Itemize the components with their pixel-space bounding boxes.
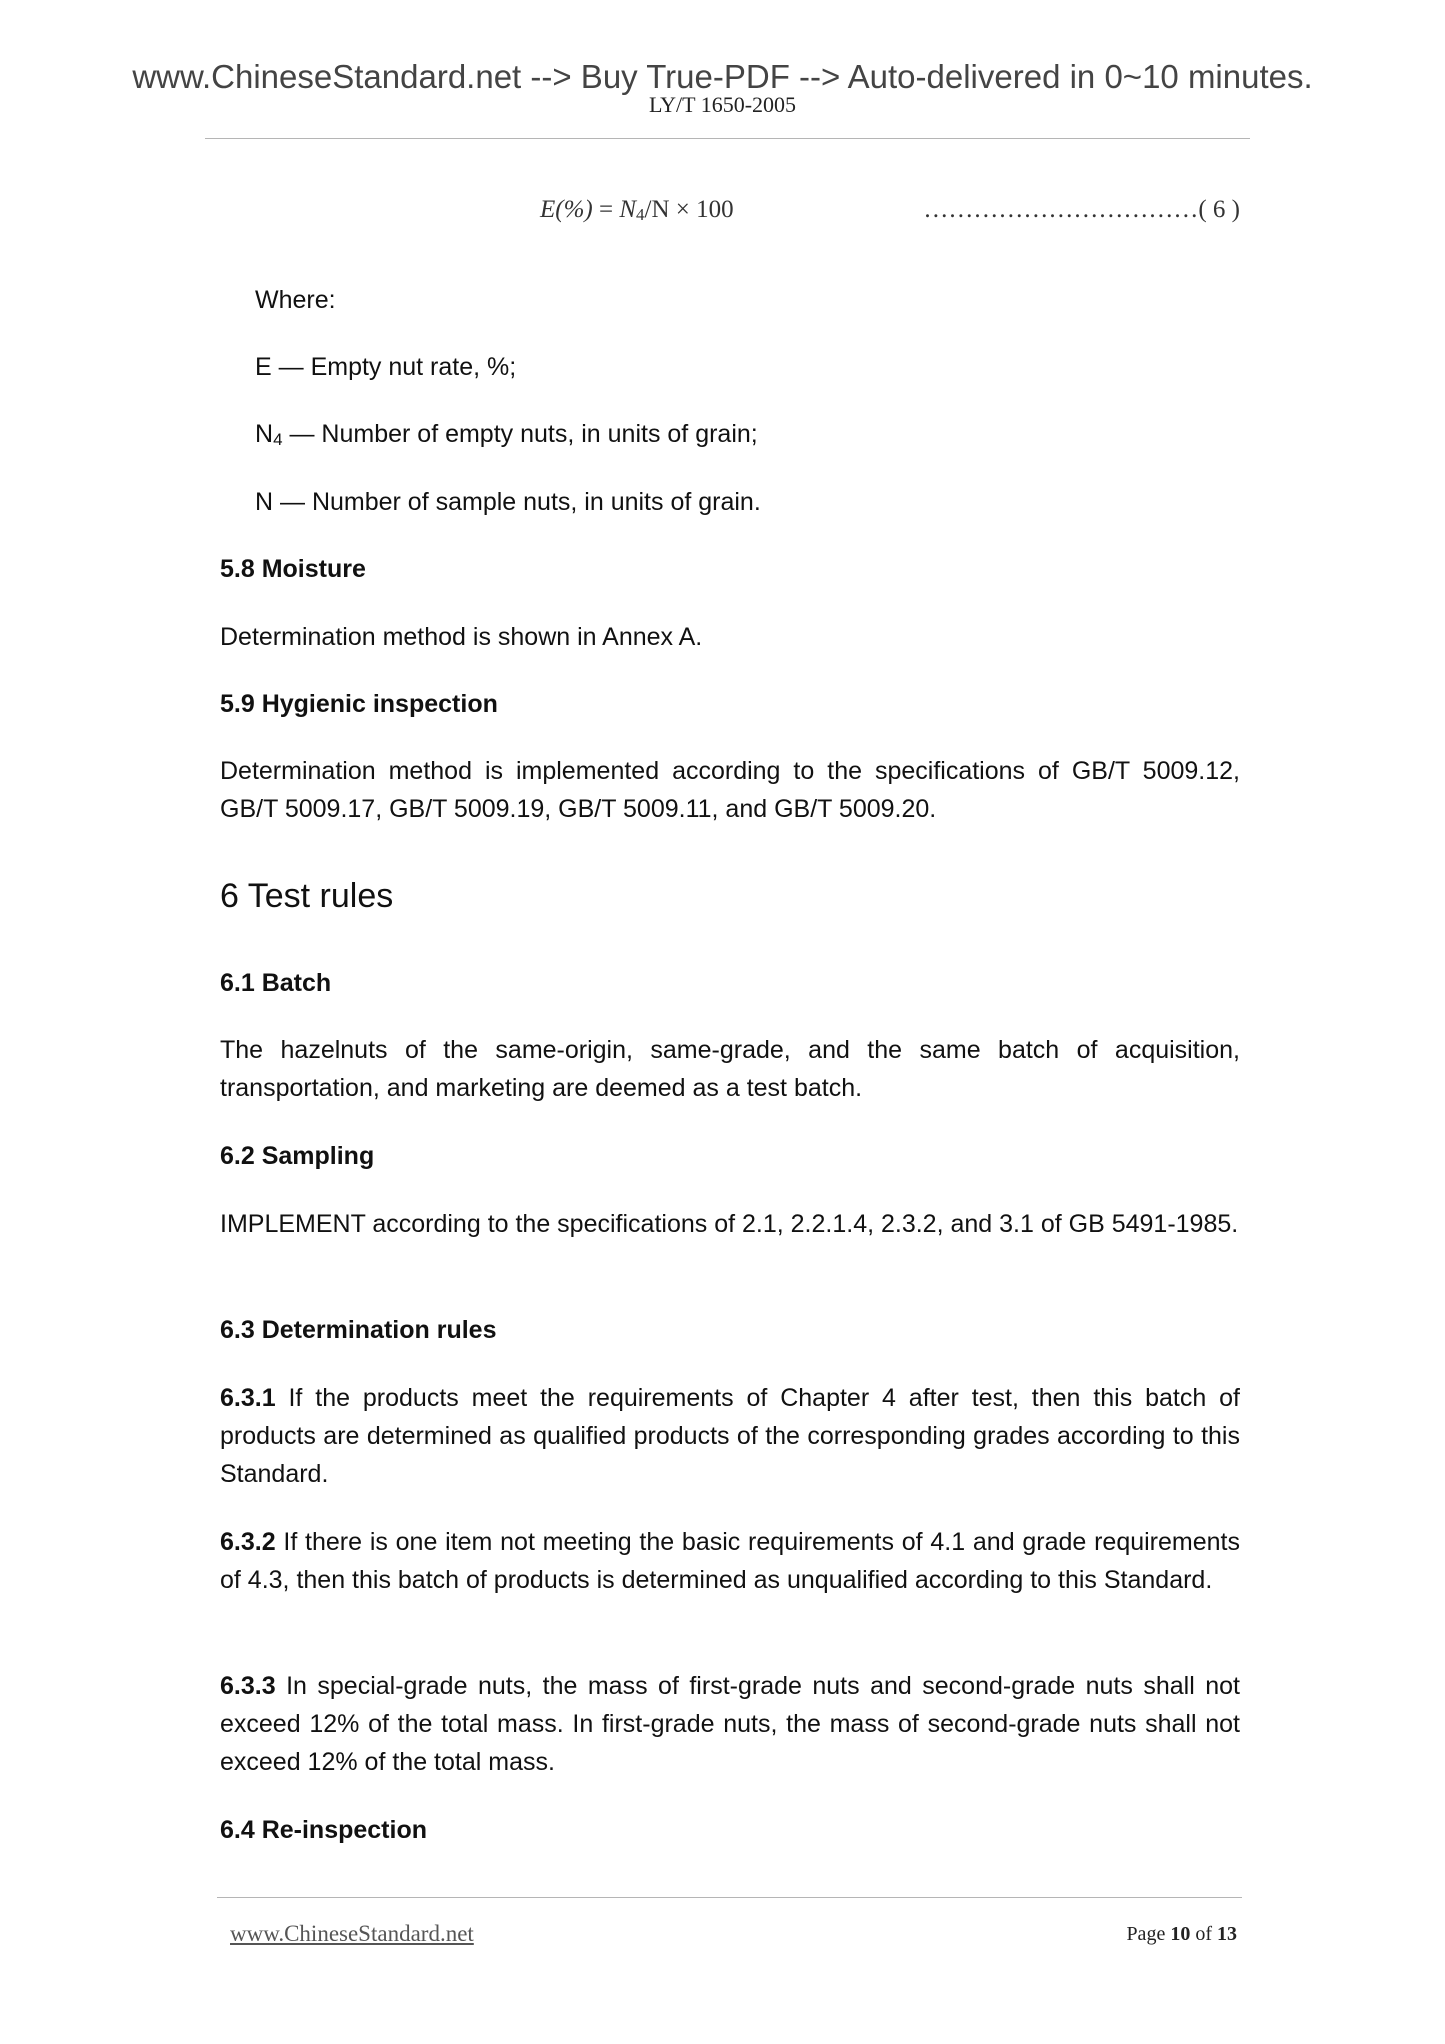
clause-6-3-3-text: In special-grade nuts, the mass of first-grade nuts and second-grade nuts shall not exceed 12% of the total mass. In first-grade nuts, the mass of second-grade nuts shall not exceed 12% of the total mass. <box>220 1672 1240 1776</box>
formula-lhs: E(%) <box>540 196 593 223</box>
footer-page-of: of <box>1195 1923 1212 1945</box>
section-5-9-text: Determination method is implemented according to the specifications of GB/T 5009.12, GB/T 5009.17, GB/T 5009.19, GB/T 5009.11, and GB/T 5009.20. <box>220 757 1240 823</box>
clause-6-3-1 <box>220 1379 1240 1493</box>
where-n4-var: N <box>255 420 274 448</box>
clause-6-3-1-number: 6.3.1 <box>220 1384 276 1412</box>
where-label: Where: <box>255 286 336 314</box>
clause-6-3-2 <box>220 1523 1240 1599</box>
formula-dots: …………………………… <box>923 196 1199 223</box>
formula-rest: /N × 100 <box>644 196 734 223</box>
where-e-definition: E — Empty nut rate, %; <box>255 353 517 381</box>
formula-6 <box>540 196 734 225</box>
section-6-3-heading: 6.3 Determination rules <box>220 1316 497 1344</box>
formula-n-var: N <box>619 196 637 223</box>
footer-page-current: 10 <box>1170 1923 1191 1945</box>
section-6-1-heading: 6.1 Batch <box>220 969 332 997</box>
footer-page-number <box>900 1923 1237 1946</box>
where-n4-sub: 4 <box>273 430 283 449</box>
section-6-2-heading: 6.2 Sampling <box>220 1142 375 1170</box>
where-n4-text: — Number of empty nuts, in units of grain; <box>282 420 758 448</box>
section-6-4-heading: 6.4 Re-inspection <box>220 1816 427 1844</box>
section-5-9-heading: 5.9 Hygienic inspection <box>220 690 498 718</box>
header-banner: www.ChineseStandard.net --> Buy True-PDF --> Auto-delivered in 0~10 minutes. <box>132 58 1313 95</box>
formula-equals: = <box>599 196 614 223</box>
footer-website-link[interactable]: www.ChineseStandard.net <box>230 1921 474 1946</box>
standard-code: LY/T 1650-2005 <box>648 92 797 117</box>
formula-number <box>920 196 1240 224</box>
section-5-8-heading: 5.8 Moisture <box>220 555 366 583</box>
section-5-8-text: Determination method is shown in Annex A. <box>220 623 703 651</box>
section-6-1-text: The hazelnuts of the same-origin, same-grade, and the same batch of acquisition, transportation, and marketing are deemed as a test batch. <box>220 1036 1240 1102</box>
footer-divider <box>217 1897 1242 1898</box>
clause-6-3-2-number: 6.3.2 <box>220 1528 276 1556</box>
header-divider <box>205 138 1250 139</box>
clause-6-3-3-number: 6.3.3 <box>220 1672 276 1700</box>
formula-n-sub: 4 <box>636 205 645 224</box>
where-n4-definition <box>255 415 1275 459</box>
clause-6-3-2-text: If there is one item not meeting the basic requirements of 4.1 and grade requirements of 4.3, then this batch of products is determined as unqualified according to this Standard. <box>220 1528 1240 1594</box>
footer-page-word: Page <box>1126 1923 1166 1945</box>
clause-6-3-1-text: If the products meet the requirements of Chapter 4 after test, then this batch of products are determined as qualified products of the corresponding grades according to this Standard. <box>220 1384 1240 1488</box>
clause-6-3-3 <box>220 1667 1240 1781</box>
footer-page-total: 13 <box>1217 1923 1237 1945</box>
formula-eqno: ( 6 ) <box>1198 196 1240 223</box>
section-6-2-text: IMPLEMENT according to the specifications of 2.1, 2.2.1.4, 2.3.2, and 3.1 of GB 5491-1985. <box>220 1210 1239 1238</box>
chapter-6-title: 6 Test rules <box>220 877 394 915</box>
where-n-definition: N — Number of sample nuts, in units of grain. <box>255 488 761 516</box>
